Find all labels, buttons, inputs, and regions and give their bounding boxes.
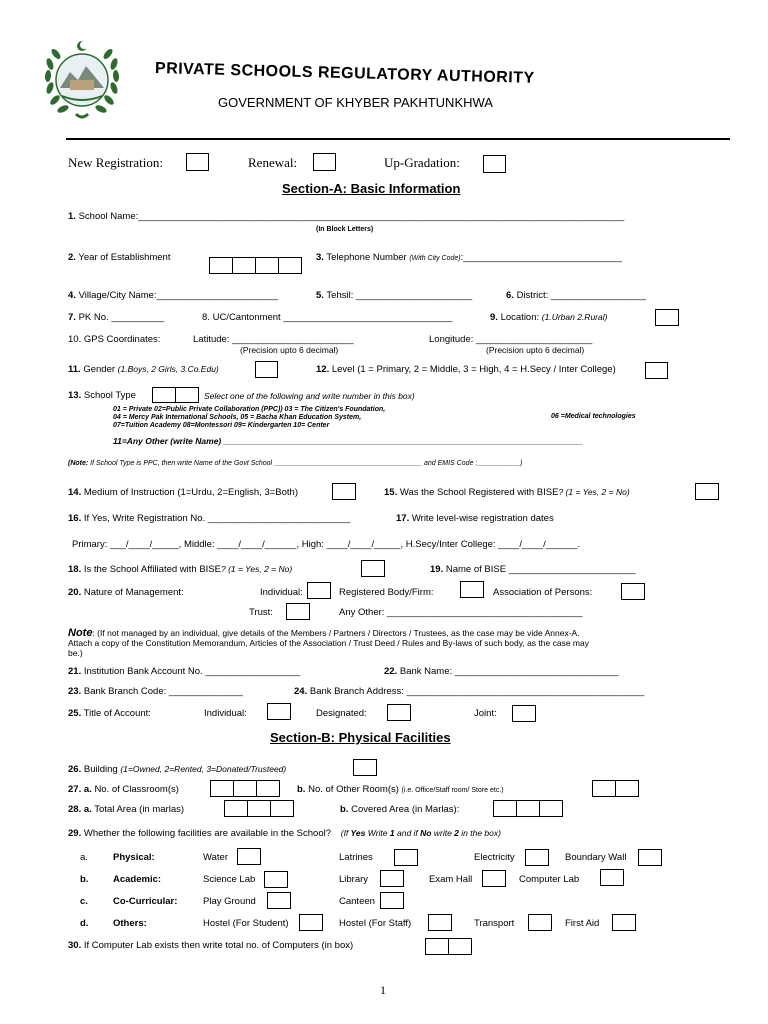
- fac-latrines-box[interactable]: [394, 849, 418, 866]
- fac-hostel-student-label: Hostel (For Student): [203, 918, 289, 929]
- q25: [68, 708, 151, 719]
- fac-transport-box[interactable]: [528, 914, 552, 931]
- q16: [68, 513, 350, 524]
- page-number: 1: [380, 983, 386, 997]
- q8-num: 8.: [202, 312, 210, 323]
- q28-label-b: Covered Area (in Marlas):: [351, 804, 460, 815]
- q28-label-a: Total Area (in marlas): [94, 804, 185, 815]
- fac-water-box[interactable]: [237, 848, 261, 865]
- gender-box[interactable]: [255, 361, 278, 378]
- year-digit-box[interactable]: [278, 257, 302, 274]
- q20-label: Nature of Management:: [83, 587, 184, 598]
- school-type-any-other-field[interactable]: 11=Any Other (write Name) ____________________________________________________________________________: [113, 436, 583, 446]
- section-b-heading: Section-B: Physical Facilities: [270, 730, 451, 745]
- q25-num: 25.: [68, 708, 82, 719]
- fac-firstaid-label: First Aid: [565, 918, 600, 929]
- q7-num: 7.: [68, 312, 76, 323]
- q17-label: Write level-wise registration dates: [411, 513, 554, 524]
- mgmt-registered-box[interactable]: [460, 581, 484, 598]
- q29-num: 29.: [68, 828, 82, 839]
- fac-c-category: Co-Curricular:: [113, 896, 178, 907]
- authority-title: PRIVATE SCHOOLS REGULATORY AUTHORITY: [154, 60, 535, 87]
- q13-hint: Select one of the following and write number in this box): [204, 391, 415, 401]
- fac-hostel-staff-label: Hostel (For Staff): [339, 918, 412, 929]
- emis-code-field[interactable]: and EMIS Code :___________): [422, 460, 523, 467]
- q24-num: 24.: [294, 686, 308, 697]
- q9-label: Location:: [500, 312, 540, 323]
- mgmt-any-other-field[interactable]: Any Other: _____________________________________: [339, 607, 583, 618]
- branch-code-field[interactable]: Bank Branch Code: ______________: [83, 686, 243, 697]
- q24: [294, 686, 644, 697]
- other-rooms-box[interactable]: [592, 780, 616, 797]
- mgmt-individual-box[interactable]: [307, 582, 331, 599]
- q26-label: Building: [83, 764, 118, 775]
- computers-box[interactable]: [425, 938, 449, 955]
- q28-num: 28.: [68, 804, 82, 815]
- tehsil-field[interactable]: Tehsil: ______________________: [326, 290, 473, 301]
- q11-label: Gender: [83, 364, 116, 375]
- q14: [68, 487, 298, 498]
- q14-num: 14.: [68, 487, 82, 498]
- school-type-box[interactable]: [152, 387, 176, 403]
- q12-num: 12.: [316, 364, 330, 375]
- q6-num: 6.: [506, 290, 514, 301]
- q23-num: 23.: [68, 686, 82, 697]
- q27-b: b.: [297, 784, 306, 795]
- block-letters-note: (In Block Letters): [316, 226, 374, 233]
- q15-label: Was the School Registered with BISE: [399, 487, 559, 498]
- district-field[interactable]: District: __________________: [516, 290, 646, 301]
- mgmt-individual-label: Individual:: [260, 587, 303, 598]
- q20-num: 20.: [68, 587, 82, 598]
- other-rooms-box[interactable]: [615, 780, 639, 797]
- q13-label: School Type: [83, 390, 136, 401]
- uc-cantonment-field[interactable]: UC/Cantonment ________________________________: [212, 312, 453, 323]
- q25-label: Title of Account:: [83, 708, 151, 719]
- fac-computerlab-label: Computer Lab: [519, 874, 580, 885]
- level-box[interactable]: [645, 362, 668, 379]
- q18-hint: ? (1 = Yes, 2 = No): [220, 564, 293, 574]
- school-type-options-1: 01 = Private 02=Public Private Collaboration (PPC)) 03 = The Citizen's Foundation,: [113, 406, 386, 413]
- fac-science-label: Science Lab: [203, 874, 256, 885]
- q27b: [297, 784, 504, 795]
- fac-latrines-label: Latrines: [339, 852, 373, 863]
- longitude-field[interactable]: Longitude: ______________________: [429, 334, 593, 345]
- classrooms-box[interactable]: [210, 780, 234, 797]
- q27-a: a.: [83, 784, 92, 795]
- fac-water-label: Water: [203, 852, 228, 863]
- mgmt-registered-label: Registered Body/Firm:: [339, 587, 434, 598]
- q17-num: 17.: [396, 513, 410, 524]
- q4-num: 4.: [68, 290, 76, 301]
- school-type-box[interactable]: [175, 387, 199, 403]
- q30: [68, 940, 353, 951]
- account-joint-label: Joint:: [474, 708, 497, 719]
- year-digit-box[interactable]: [209, 257, 233, 274]
- q21: [68, 666, 300, 677]
- q11-num: 11.: [68, 364, 81, 375]
- q19: [430, 564, 636, 575]
- total-area-box[interactable]: [270, 800, 294, 817]
- q9-num: 9.: [490, 312, 498, 323]
- q28b: [340, 804, 459, 815]
- q11: [68, 364, 219, 375]
- q26-hint: (1=Owned, 2=Rented, 3=Donated/Trusteed): [120, 764, 287, 774]
- q12-label: Level (1 = Primary, 2 = Middle, 3 = High, 4 = H.Secy / Inter College): [331, 364, 616, 375]
- fac-boundary-label: Boundary Wall: [565, 852, 627, 863]
- fac-examhall-box[interactable]: [482, 870, 506, 887]
- upgradation-box[interactable]: [483, 155, 506, 173]
- telephone-field[interactable]: :______________________________: [460, 252, 622, 263]
- q3-hint: (With City Code): [409, 255, 461, 262]
- govt-school-name-field[interactable]: ______________________________________: [272, 460, 423, 467]
- school-type-options-3: 07=Tuition Academy 08=Montessori 09= Kindergarten 10= Center: [113, 422, 330, 429]
- covered-area-box[interactable]: [539, 800, 563, 817]
- total-area-box[interactable]: [247, 800, 271, 817]
- q23: [68, 686, 243, 697]
- location-box[interactable]: [655, 309, 679, 326]
- q10-label: 10. GPS Coordinates:: [68, 334, 161, 345]
- q22: [384, 666, 619, 677]
- header-divider: [66, 138, 730, 140]
- latitude-note: (Precision upto 6 decimal): [240, 345, 339, 355]
- year-digit-box[interactable]: [255, 257, 279, 274]
- registration-no-field[interactable]: If Yes, Write Registration No. ___________________________: [81, 513, 351, 524]
- q30-num: 30.: [68, 940, 82, 951]
- bise-registered-box[interactable]: [695, 483, 719, 500]
- fac-b-letter: b.: [80, 874, 89, 885]
- fac-b-category: Academic:: [113, 874, 162, 885]
- school-type-options-2: 04 = Mercy Pak International Schools, 05 = Bacha Khan Education System,: [113, 414, 362, 421]
- bise-name-field[interactable]: Name of BISE ________________________: [445, 564, 636, 575]
- q12: [316, 364, 616, 375]
- fac-a-category: Physical:: [113, 852, 155, 863]
- q2: [68, 252, 170, 263]
- bise-affiliated-box[interactable]: [361, 560, 385, 577]
- q14-label: Medium of Instruction (1=Urdu, 2=English, 3=Both): [83, 487, 298, 498]
- q20: [68, 587, 184, 598]
- bank-name-field[interactable]: Bank Name: _______________________________: [399, 666, 619, 677]
- q9: [490, 312, 607, 323]
- fac-a-letter: a.: [80, 852, 88, 863]
- q5-num: 5.: [316, 290, 324, 301]
- renewal-label: Renewal:: [248, 155, 298, 170]
- mgmt-association-label: Association of Persons:: [493, 587, 593, 598]
- q21-num: 21.: [68, 666, 82, 677]
- q30-label: If Computer Lab exists then write total no. of Computers (in box): [81, 940, 354, 951]
- q27-hint-b: (i.e. Office/Staff room/ Store etc.): [401, 787, 504, 794]
- fac-playground-label: Play Ground: [203, 896, 256, 907]
- q27-num: 27.: [68, 784, 82, 795]
- total-area-box[interactable]: [224, 800, 248, 817]
- fac-d-letter: d.: [80, 918, 89, 929]
- q28-b: b.: [340, 804, 349, 815]
- upgradation-label: Up-Gradation:: [384, 155, 460, 170]
- q16-num: 16.: [68, 513, 82, 524]
- ppc-note: [68, 460, 522, 467]
- longitude-note: (Precision upto 6 decimal): [486, 345, 585, 355]
- renewal-box[interactable]: [313, 153, 336, 171]
- classrooms-box[interactable]: [256, 780, 280, 797]
- fac-d-category: Others:: [113, 918, 147, 929]
- section-a-heading: Section-A: Basic Information: [282, 181, 461, 196]
- computers-box[interactable]: [448, 938, 472, 955]
- covered-area-box[interactable]: [493, 800, 517, 817]
- fac-canteen-box[interactable]: [380, 892, 404, 909]
- note-head: Note: [68, 627, 93, 639]
- q27-label-b: No. of Other Room(s): [308, 784, 399, 795]
- q28: [68, 804, 184, 815]
- q4: [68, 290, 278, 301]
- q3-label: Telephone Number: [326, 252, 407, 263]
- government-subtitle: GOVERNMENT OF KHYBER PAKHTUNKHWA: [218, 95, 493, 110]
- fac-firstaid-box[interactable]: [612, 914, 636, 931]
- pk-no-field[interactable]: PK No. __________: [78, 312, 165, 323]
- q17: [396, 513, 554, 524]
- q15-num: 15.: [384, 487, 398, 498]
- emblem: [36, 36, 128, 124]
- fac-electricity-box[interactable]: [525, 849, 549, 866]
- mgmt-trust-box[interactable]: [286, 603, 310, 620]
- fac-c-letter: c.: [80, 896, 88, 907]
- latitude-field[interactable]: Latitude: _______________________: [193, 334, 354, 345]
- q18-num: 18.: [68, 564, 82, 575]
- medium-box[interactable]: [332, 483, 356, 500]
- q29-hint: (If Yes Write 1 and if No write 2 in the box): [340, 828, 501, 838]
- q6: [506, 290, 646, 301]
- year-digit-box[interactable]: [232, 257, 256, 274]
- q11-hint: (1.Boys, 2 Girls, 3.Co.Edu): [117, 364, 219, 374]
- q28-a: a.: [83, 804, 92, 815]
- fac-electricity-label: Electricity: [474, 852, 515, 863]
- q13-num: 13.: [68, 390, 82, 401]
- ppc-note-text: If School Type is PPC, then write Name of the Govt School: [88, 460, 273, 467]
- q3-num: 3.: [316, 252, 324, 263]
- fac-hostel-student-box[interactable]: [299, 914, 323, 931]
- fac-computerlab-box[interactable]: [600, 869, 624, 886]
- q18: [68, 564, 292, 575]
- fac-library-box[interactable]: [380, 870, 404, 887]
- q7: [68, 312, 164, 323]
- account-designated-box[interactable]: [387, 704, 411, 721]
- fac-library-label: Library: [339, 874, 369, 885]
- building-box[interactable]: [353, 759, 377, 776]
- account-joint-box[interactable]: [512, 705, 536, 722]
- q2-label: Year of Establishment: [78, 252, 171, 263]
- mgmt-trust-label: Trust:: [249, 607, 273, 618]
- q3: [316, 252, 622, 263]
- account-designated-label: Designated:: [316, 708, 367, 719]
- fac-playground-box[interactable]: [267, 892, 291, 909]
- q5: [316, 290, 472, 301]
- q8: [202, 312, 452, 323]
- fac-hostel-staff-box[interactable]: [428, 914, 452, 931]
- fac-boundary-box[interactable]: [638, 849, 662, 866]
- school-type-options-1b: 06 =Medical technologies: [551, 413, 636, 420]
- mgmt-association-box[interactable]: [621, 583, 645, 600]
- q15: [384, 487, 630, 498]
- fac-canteen-label: Canteen: [339, 896, 375, 907]
- branch-address-field[interactable]: Bank Branch Address: _____________________________________________: [307, 686, 645, 697]
- bank-account-field[interactable]: Institution Bank Account No. __________________: [83, 666, 301, 677]
- account-individual-box[interactable]: [267, 703, 291, 720]
- q19-num: 19.: [430, 564, 444, 575]
- school-name-field[interactable]: School Name:____________________________________________________________________________________________: [78, 211, 625, 222]
- q9-hint: (1.Urban 2.Rural): [541, 312, 608, 322]
- q26-num: 26.: [68, 764, 82, 775]
- q27-label-a: No. of Classroom(s): [94, 784, 179, 795]
- note-line1: : (If not managed by an individual, give details of the Members / Partners / Directors / Trustees, as the case may be vide Annex-A.: [92, 628, 580, 638]
- account-individual-label: Individual:: [204, 708, 247, 719]
- q29-label: Whether the following facilities are available in the School?: [81, 828, 331, 839]
- village-city-field[interactable]: Village/City Name:_______________________: [78, 290, 279, 301]
- q1: [68, 211, 624, 222]
- q15-hint: ? (1 = Yes, 2 = No): [558, 487, 630, 497]
- q26: [68, 764, 286, 775]
- q2-num: 2.: [68, 252, 76, 263]
- ppc-note-prefix: (Note:: [68, 460, 89, 467]
- q22-num: 22.: [384, 666, 398, 677]
- q18-label: Is the School Affiliated with BISE: [83, 564, 221, 575]
- new-registration-box[interactable]: [186, 153, 209, 171]
- note-line2: Attach a copy of the Constitution Memorandum, Articles of the Association / Trust Deed / Rules and By-laws of such body, as the case may: [68, 638, 589, 648]
- registration-dates-field[interactable]: Primary: ___/____/_____, Middle: ____/____/______, High: ____/____/_____, H.Secy/Inter College: ____/____/______.: [72, 539, 581, 550]
- fac-science-box[interactable]: [264, 871, 288, 888]
- covered-area-box[interactable]: [516, 800, 540, 817]
- management-note: [68, 628, 718, 658]
- new-registration-label: New Registration:: [68, 155, 163, 170]
- classrooms-box[interactable]: [233, 780, 257, 797]
- note-line3: be.): [68, 648, 83, 658]
- fac-transport-label: Transport: [474, 918, 515, 929]
- q29: [68, 828, 501, 839]
- q27: [68, 784, 179, 795]
- q13: [68, 390, 136, 401]
- q1-num: 1.: [68, 211, 76, 222]
- fac-examhall-label: Exam Hall: [429, 874, 473, 885]
